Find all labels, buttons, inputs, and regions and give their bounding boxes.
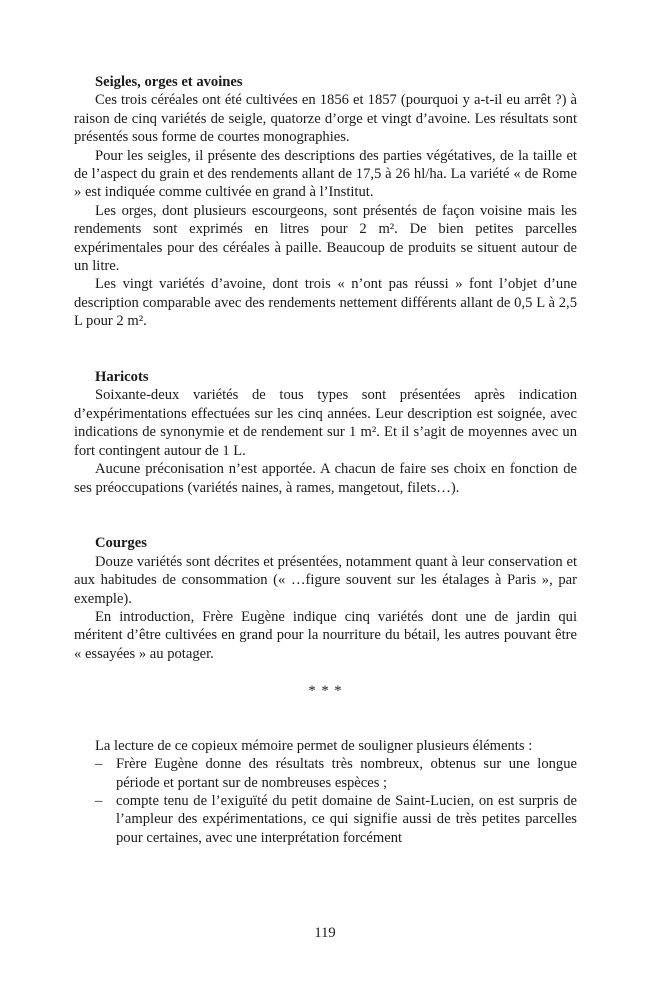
dash-bullet: – [95,792,103,809]
section-courges [74,534,577,663]
conclusion-list [74,755,577,847]
section-heading: Haricots [95,369,149,386]
paragraph: Ces trois céréales ont été cultivées en 1856 et 1857 (pourquoi y a-t-il eu arrêt ?) à raison de cinq variétés de seigle, quatorze d’orge et vingt d’avoine. Les résultats sont présentés sous forme de courtes monographies. [74,92,577,146]
list-item [74,755,577,792]
section-seigles [74,73,577,331]
section-conclusion [74,737,577,847]
section-heading: Seigles, orges et avoines [95,74,243,90]
section-haricots [74,368,577,497]
paragraph: Les vingt variétés d’avoine, dont trois « n’ont pas réussi » font l’objet d’une description comparable avec des rendements nettement différents allant de 0,5 L à 2,5 L pour 2 m². [74,276,577,330]
paragraph: Les orges, dont plusieurs escourgeons, sont présentés de façon voisine mais les rendements sont exprimés en litres pour 2 m². De bien petites parcelles expérimentales pour des céréales à paille. Beaucoup de produits se situent autour de un litre. [74,202,577,275]
paragraph: Aucune préconisation n’est apportée. A chacun de faire ses choix en fonction de ses préoccupations (variétés naines, à rames, mangetout, filets…). [74,461,577,496]
dash-bullet: – [95,756,103,773]
section-separator: * * * [308,682,343,699]
list-item [74,792,577,847]
paragraph: Pour les seigles, il présente des descriptions des parties végétatives, de la taille et de l’aspect du grain et des rendements allant de 17,5 à 26 hl/ha. La variété « de Rome » est indiquée comme cultivée en grand à l’Institut. [74,147,577,201]
section-heading: Courges [95,535,147,552]
conclusion-intro: La lecture de ce copieux mémoire permet de souligner plusieurs éléments : [95,737,533,754]
list-item-text: compte tenu de l’exiguïté du petit domaine de Saint-Lucien, on est surpris de l’ampleur des expérimentations, ce qui signifie aussi de très petites parcelles pour certaines, avec une interprétation forcément [116,792,577,846]
paragraph: Soixante-deux variétés de tous types sont présentées après indication d’expérimentations effectuées sur les cinq années. Leur description est soignée, avec indications de synonymie et de rendement sur 1 m². Et il s’agit de moyennes avec un fort contingent autour de 1 L. [74,387,577,459]
page-body [74,73,577,847]
paragraph: En introduction, Frère Eugène indique cinq variétés dont une de jardin qui méritent d’être cultivées en grand pour la nourriture du bétail, les autres pouvant être « essayées » au potager. [74,608,577,662]
paragraph: Douze variétés sont décrites et présentées, notamment quant à leur conservation et aux habitudes de consommation (« …figure souvent sur les étalages à Paris », par exemple). [74,553,577,607]
page-number: 119 [314,925,336,941]
list-item-text: Frère Eugène donne des résultats très nombreux, obtenus sur une longue période et portant sur de nombreuses espèces ; [116,756,577,791]
